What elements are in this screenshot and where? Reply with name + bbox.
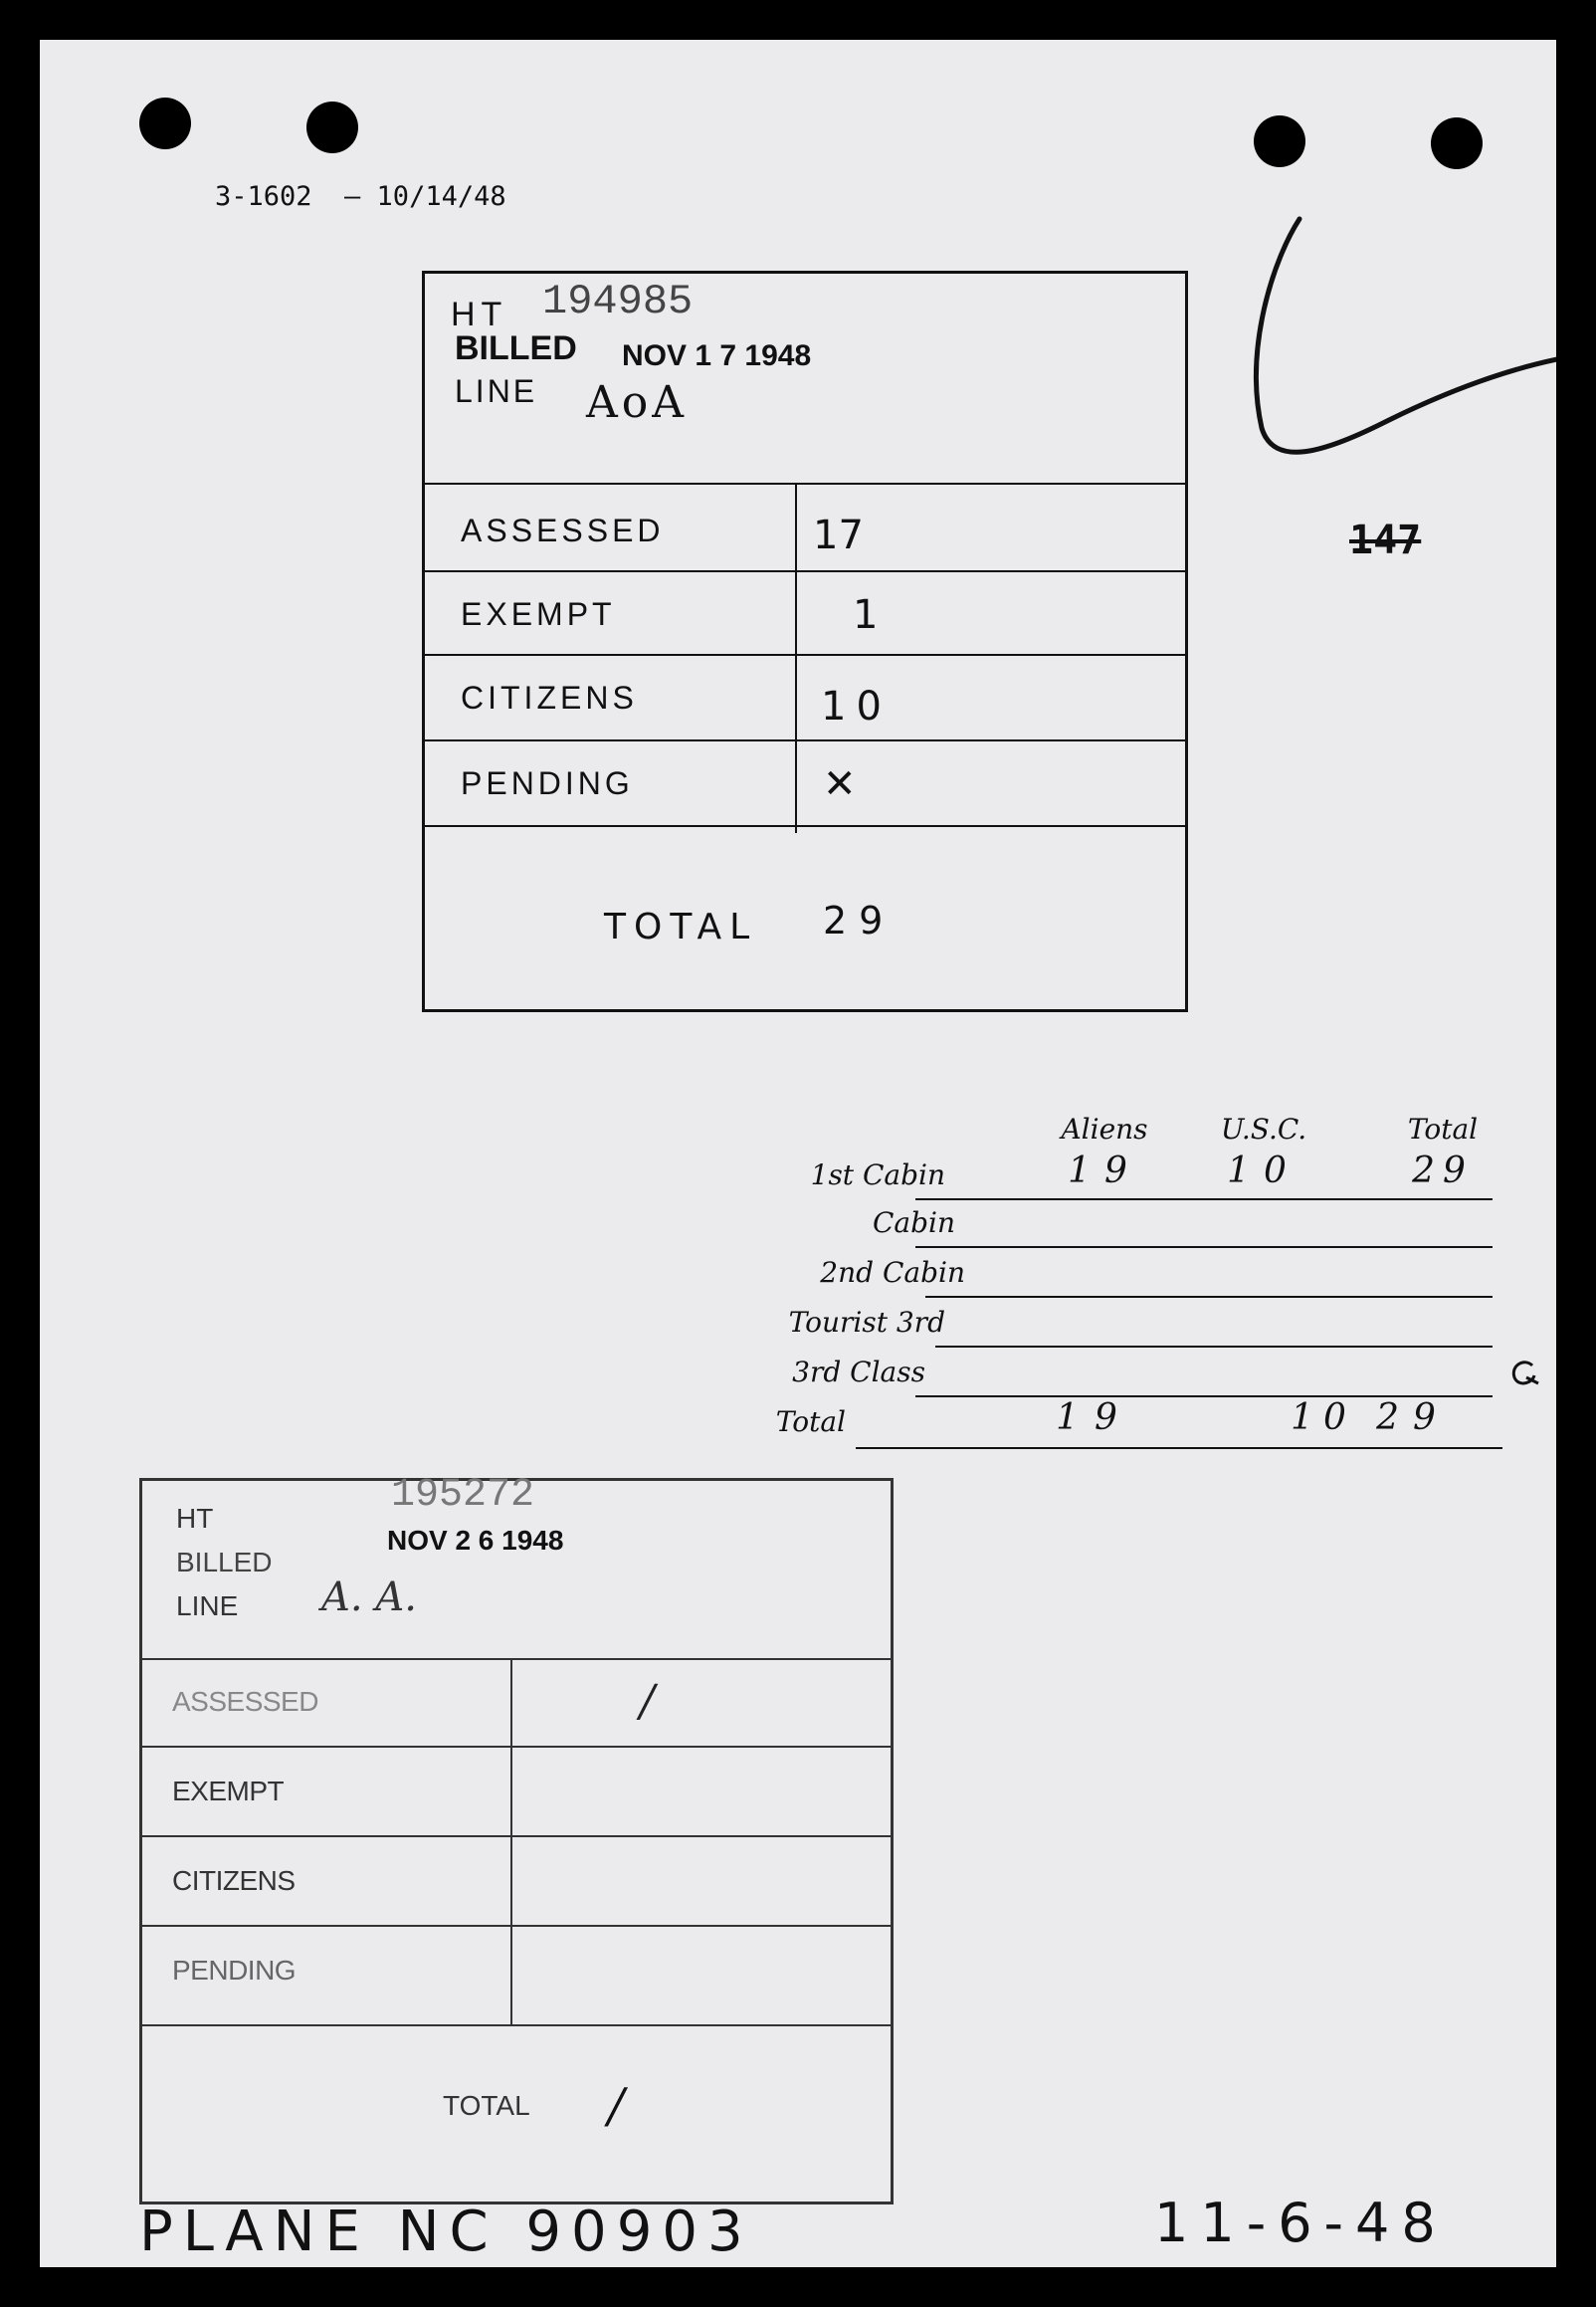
ledger-row-label: 2nd Cabin <box>820 1256 965 1289</box>
stamp-row-value: ✕ <box>823 761 857 807</box>
ledger-column-header: Total <box>1407 1113 1479 1146</box>
ledger-cell: 29 <box>1412 1151 1474 1191</box>
margin-mark-icon <box>1506 1356 1542 1391</box>
ledger-cell: 10 <box>1291 1397 1356 1438</box>
stamp-total-label: TOTAL <box>604 907 758 947</box>
stamp-ht-number: 195272 <box>391 1473 535 1518</box>
page-number: 147 <box>1349 518 1422 563</box>
plane-note: PLANE NC 90903 <box>139 2200 753 2264</box>
stamp-row-label: CITIZENS <box>461 680 638 716</box>
ledger-row-label: 1st Cabin <box>810 1158 945 1191</box>
stamp-total-value: / <box>608 2078 625 2134</box>
stamp-line-value: AoA <box>586 377 689 428</box>
document-page <box>40 40 1556 2267</box>
stamp-ht-label: HT <box>451 296 508 333</box>
ledger-cell: 19 <box>1068 1151 1141 1191</box>
ledger-row-label: Cabin <box>872 1206 955 1239</box>
punch-hole <box>139 98 191 149</box>
stamp-row-label: EXEMPT <box>172 1776 285 1806</box>
punch-hole <box>306 102 358 153</box>
stamp-line-label: LINE <box>455 373 538 409</box>
date-note: 11-6-48 <box>1154 2192 1448 2254</box>
stamp-billed-date: NOV 1 7 1948 <box>622 339 812 372</box>
file-reference: 3-1602 — 10/14/48 <box>215 181 506 212</box>
ledger-column-header: U.S.C. <box>1220 1113 1307 1146</box>
stamp-row-label: CITIZENS <box>172 1865 296 1896</box>
stamp-billed-label: BILLED <box>455 329 577 367</box>
stamp-billed-label: BILLED <box>176 1547 273 1577</box>
stamp-line-label: LINE <box>176 1590 239 1621</box>
stamp-row-label: PENDING <box>461 765 634 801</box>
ledger-column-header: Aliens <box>1061 1113 1148 1146</box>
stamp-row-value: / <box>640 1676 655 1727</box>
check-mark-icon <box>1234 199 1556 498</box>
stamp-row-label: PENDING <box>172 1955 297 1986</box>
ledger-cell: 19 <box>1056 1397 1133 1438</box>
stamp-row-label: ASSESSED <box>172 1686 318 1717</box>
punch-hole <box>1254 115 1305 167</box>
stamp-row-label: EXEMPT <box>461 596 616 632</box>
billing-stamp-1 <box>422 271 1188 1012</box>
stamp-row-value: 1 <box>853 592 879 638</box>
billing-stamp-2 <box>139 1473 894 2204</box>
stamp-total-label: TOTAL <box>443 2090 530 2121</box>
stamp-ht-number: 194985 <box>542 278 694 325</box>
stamp-row-value: 17 <box>813 513 864 558</box>
stamp-billed-date: NOV 2 6 1948 <box>387 1525 564 1556</box>
punch-hole <box>1431 117 1483 169</box>
stamp-total-value: 29 <box>823 899 896 943</box>
stamp-row-value: 10 <box>821 684 892 730</box>
ledger-row-label: 3rd Class <box>792 1356 925 1388</box>
stamp-row-label: ASSESSED <box>461 513 665 548</box>
ledger-row-label: Tourist 3rd <box>788 1306 945 1339</box>
ledger-cell: 29 <box>1376 1397 1450 1438</box>
ledger-row-label: Total <box>775 1405 846 1438</box>
stamp-ht-label: HT <box>176 1503 214 1534</box>
stamp-line-value: A. A. <box>321 1574 417 1620</box>
ledger-cell: 10 <box>1227 1151 1300 1191</box>
